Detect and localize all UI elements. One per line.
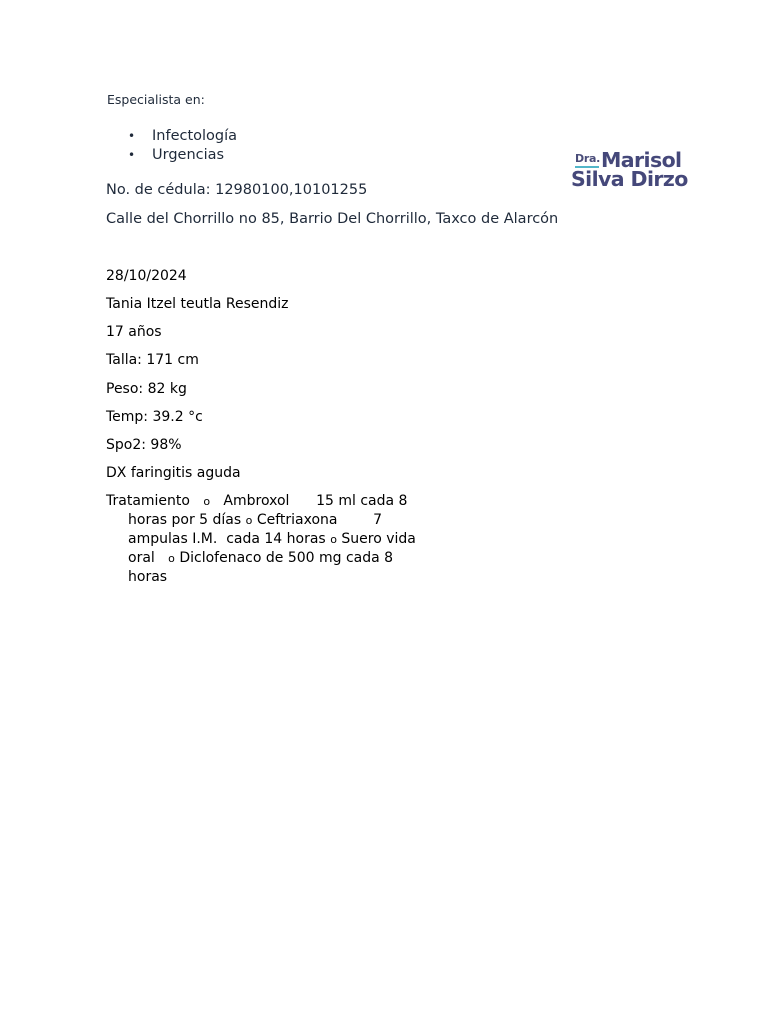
logo-prefix: Dra. [575,152,600,165]
specialty-label: Urgencias [152,147,225,163]
logo-last-name: Silva Dirzo [571,167,688,191]
treatment-text: horas por 5 días [128,512,242,528]
logo-first-name: Marisol [601,148,682,172]
treatment-text: Suero vida [341,531,416,547]
bullet-icon: o [245,514,253,527]
patient-name: Tania Itzel teutla Resendiz [106,296,289,312]
treatment-text: ampulas I.M. cada 14 horas [128,531,326,547]
treatment-text: Diclofenaco de 500 mg cada 8 [179,550,394,566]
bullet-icon: o [203,495,211,508]
specialty-list [107,127,237,165]
doctor-logo [570,148,695,193]
treatment-text: Ceftriaxona 7 [256,512,382,528]
prescription-date: 28/10/2024 [106,268,187,284]
patient-height: Talla: 171 cm [106,352,199,368]
treatment-text: oral [128,550,155,566]
specialty-item [107,146,237,165]
bullet-icon: o [330,533,337,546]
specialty-label: Infectología [152,128,238,144]
diagnosis: DX faringitis aguda [106,465,241,481]
cedula-number: No. de cédula: 12980100,10101255 [106,182,368,198]
patient-temperature: Temp: 39.2 °c [106,409,203,425]
treatment-label: Tratamiento [106,493,190,509]
treatment-section [106,492,436,587]
treatment-line [106,530,436,549]
clinic-address: Calle del Chorrillo no 85, Barrio Del Chorrillo, Taxco de Alarcón [106,211,559,227]
specialty-item [107,127,237,146]
treatment-line [106,568,436,587]
patient-age: 17 años [106,324,162,340]
treatment-text: Ambroxol 15 ml cada 8 [223,493,408,509]
treatment-line [106,492,436,511]
bullet-icon: • [128,129,136,143]
patient-weight: Peso: 82 kg [106,381,187,397]
bullet-icon: • [128,148,136,162]
patient-spo2: Spo2: 98% [106,437,182,453]
bullet-icon: o [168,552,175,565]
treatment-line [106,511,436,530]
specialist-label: Especialista en: [107,92,205,107]
treatment-line [106,549,436,568]
treatment-text: horas [128,569,168,585]
